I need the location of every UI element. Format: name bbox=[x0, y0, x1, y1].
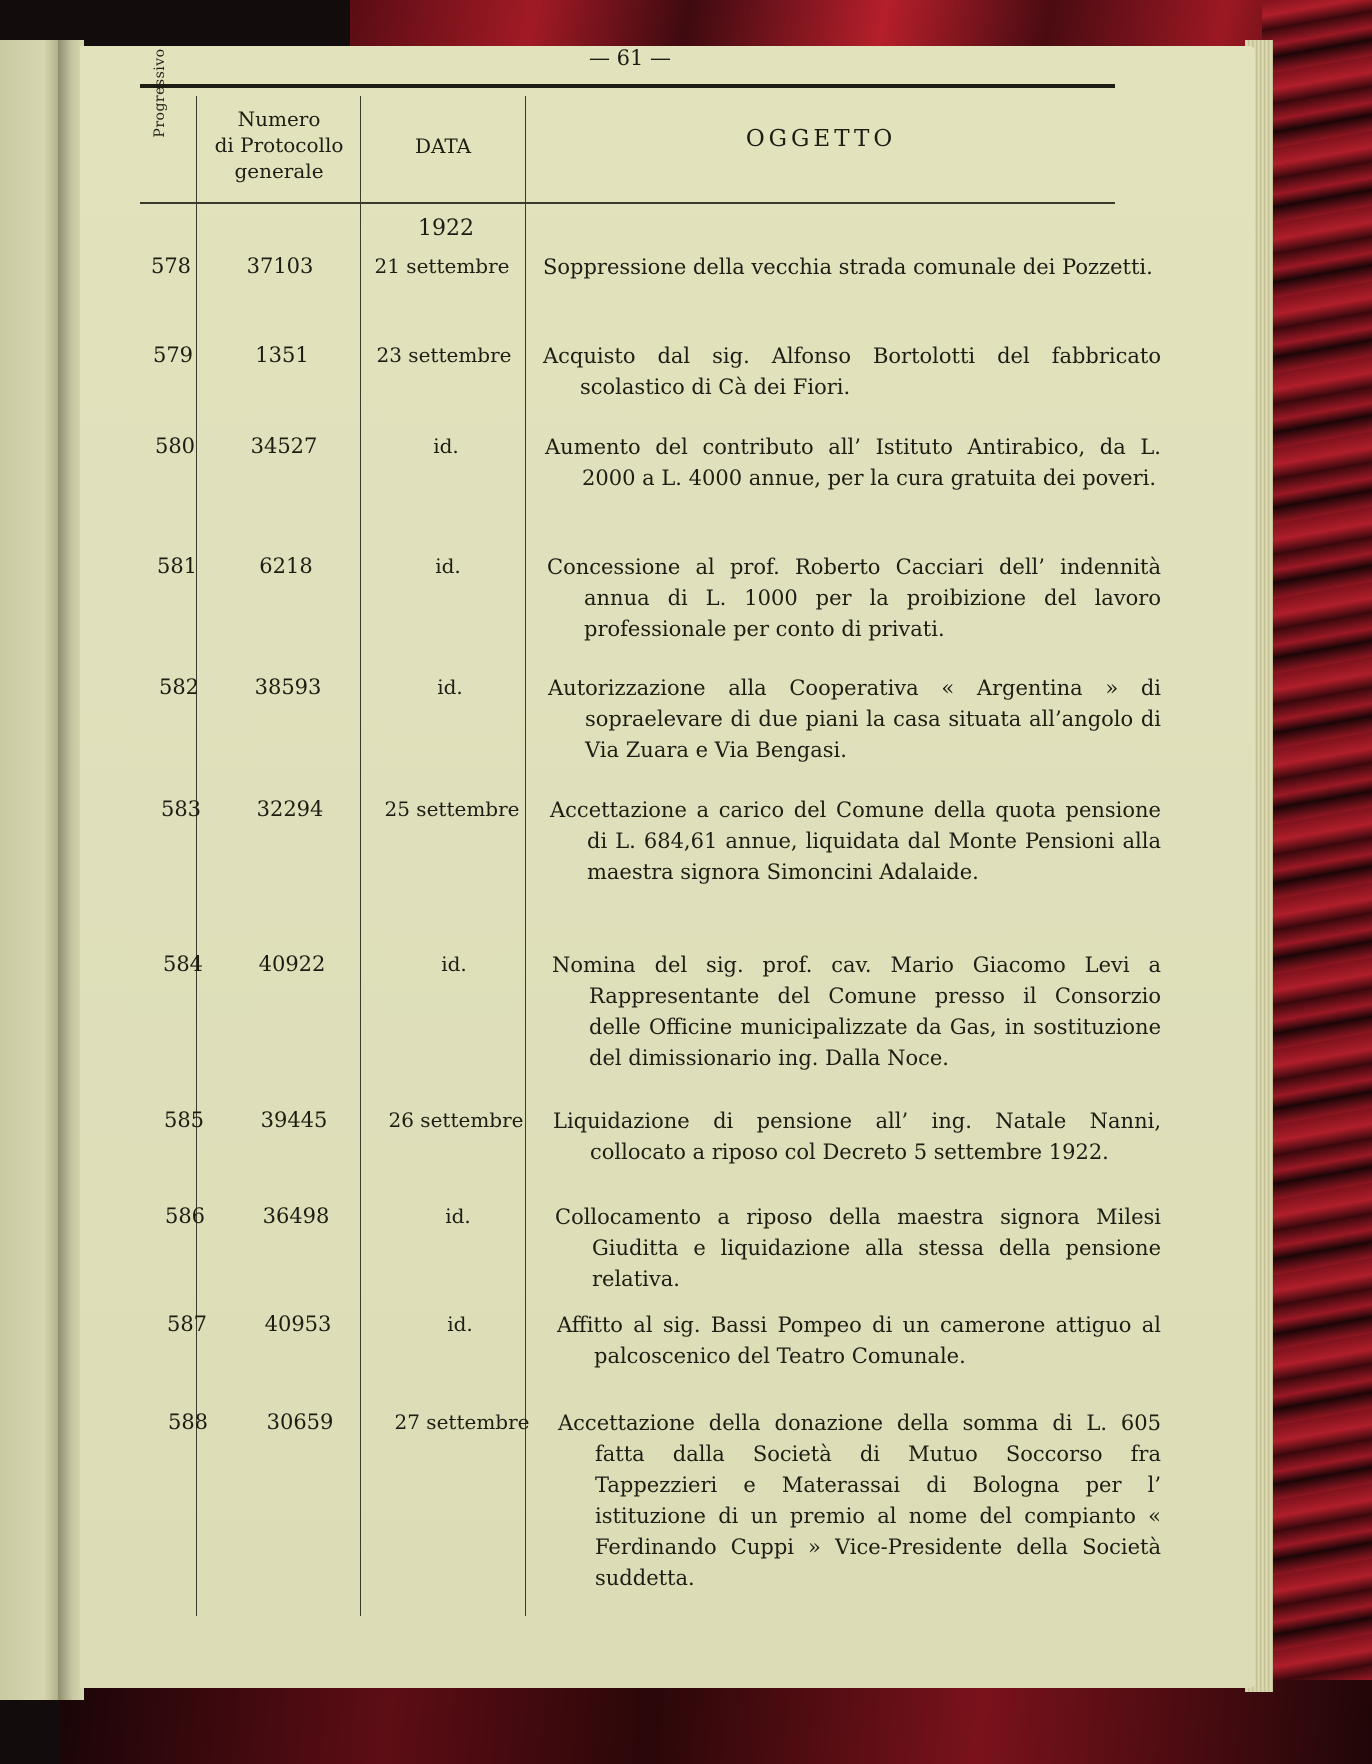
row-data: 23 settembre bbox=[376, 343, 512, 367]
column-divider bbox=[360, 96, 361, 1616]
row-data: 25 settembre bbox=[384, 797, 520, 821]
row-progressivo: 583 bbox=[160, 797, 202, 821]
row-oggetto: Accettazione a carico del Comune della quota pensione di L. 684,61 annue, liquidata dal Monte Pensioni alla maestra signora Simoncini Adalaide. bbox=[550, 798, 1161, 884]
row-progressivo: 586 bbox=[164, 1204, 206, 1228]
row-progressivo: 579 bbox=[152, 343, 194, 367]
header-protocollo-line: generale bbox=[234, 159, 324, 183]
row-protocollo: 39445 bbox=[260, 1108, 328, 1132]
row-data: 27 settembre bbox=[394, 1410, 530, 1434]
row-data: 26 settembre bbox=[388, 1108, 524, 1132]
row-protocollo: 34527 bbox=[250, 434, 318, 458]
row-oggetto: Acquisto dal sig. Alfonso Bortolotti del fabbricato scolastico di Cà dei Fiori. bbox=[543, 344, 1161, 399]
row-data: id. bbox=[447, 1312, 473, 1336]
row-protocollo: 36498 bbox=[262, 1204, 330, 1228]
row-oggetto: Concessione al prof. Roberto Cacciari dell’ indennità annua di L. 1000 per la proibizione del lavoro professionale per conto di privati. bbox=[547, 555, 1161, 641]
row-oggetto: Soppressione della vecchia strada comunale dei Pozzetti. bbox=[543, 255, 1153, 279]
header-progressivo: Progressivo bbox=[152, 48, 168, 138]
row-progressivo: 582 bbox=[158, 675, 200, 699]
column-divider bbox=[525, 96, 526, 1616]
row-oggetto: Affitto al sig. Bassi Pompeo di un camerone attiguo al palcoscenico del Teatro Comunale. bbox=[557, 1313, 1161, 1368]
row-oggetto: Accettazione della donazione della somma di L. 605 fatta dalla Società di Mutuo Soccorso fra Tappezzieri e Materassai di Bologna per l’ istituzione di un premio al nome del compianto « Ferdinando Cuppi » Vice-Presidente della Società suddetta. bbox=[558, 1411, 1161, 1590]
year-heading: 1922 bbox=[418, 216, 474, 241]
row-progressivo: 580 bbox=[154, 434, 196, 458]
book-edge-bottom bbox=[60, 1680, 1372, 1764]
left-page bbox=[0, 40, 62, 1700]
row-protocollo: 6218 bbox=[259, 554, 313, 578]
header-bottom-rule bbox=[140, 202, 1115, 204]
row-data: id. bbox=[445, 1204, 471, 1228]
header-top-rule bbox=[140, 84, 1115, 88]
page-number: — 61 — bbox=[588, 46, 672, 70]
row-data: 21 settembre bbox=[374, 254, 510, 278]
row-data: id. bbox=[437, 675, 463, 699]
row-progressivo: 581 bbox=[156, 554, 198, 578]
row-progressivo: 578 bbox=[150, 254, 192, 278]
row-progressivo: 588 bbox=[167, 1410, 209, 1434]
row-protocollo: 1351 bbox=[255, 343, 309, 367]
column-divider bbox=[196, 96, 197, 1616]
row-data: id. bbox=[441, 952, 467, 976]
row-protocollo: 40922 bbox=[258, 952, 326, 976]
row-data: id. bbox=[433, 434, 459, 458]
row-oggetto: Nomina del sig. prof. cav. Mario Giacomo Levi a Rappresentante del Comune presso il Consorzio delle Officine municipalizzate da Gas, in sostituzione del dimissionario ing. Dalla Noce. bbox=[552, 953, 1161, 1070]
header-protocollo-line: di Protocollo bbox=[214, 133, 344, 157]
row-oggetto: Autorizzazione alla Cooperativa « Argentina » di sopraelevare di due piani la casa situata all’angolo di Via Zuara e Via Bengasi. bbox=[548, 676, 1161, 762]
row-oggetto: Aumento del contributo all’ Istituto Antirabico, da L. 2000 a L. 4000 annue, per la cura gratuita dei poveri. bbox=[545, 435, 1161, 490]
row-oggetto: Collocamento a riposo della maestra signora Milesi Giuditta e liquidazione alla stessa della pensione relativa. bbox=[555, 1205, 1161, 1291]
header-protocollo-line: Numero bbox=[237, 107, 321, 131]
row-protocollo: 40953 bbox=[264, 1312, 332, 1336]
row-protocollo: 37103 bbox=[246, 254, 314, 278]
row-progressivo: 587 bbox=[166, 1312, 208, 1336]
row-protocollo: 32294 bbox=[256, 797, 324, 821]
header-oggetto: OGGETTO bbox=[745, 126, 897, 152]
row-protocollo: 38593 bbox=[254, 675, 322, 699]
row-progressivo: 584 bbox=[162, 952, 204, 976]
header-data: DATA bbox=[414, 134, 472, 158]
row-protocollo: 30659 bbox=[266, 1410, 334, 1434]
book-edge-right bbox=[1262, 0, 1372, 1764]
row-oggetto: Liquidazione di pensione all’ ing. Natale Nanni, collocato a riposo col Decreto 5 settembre 1922. bbox=[553, 1109, 1161, 1164]
row-progressivo: 585 bbox=[163, 1108, 205, 1132]
row-data: id. bbox=[435, 554, 461, 578]
header-protocollo bbox=[200, 106, 358, 184]
